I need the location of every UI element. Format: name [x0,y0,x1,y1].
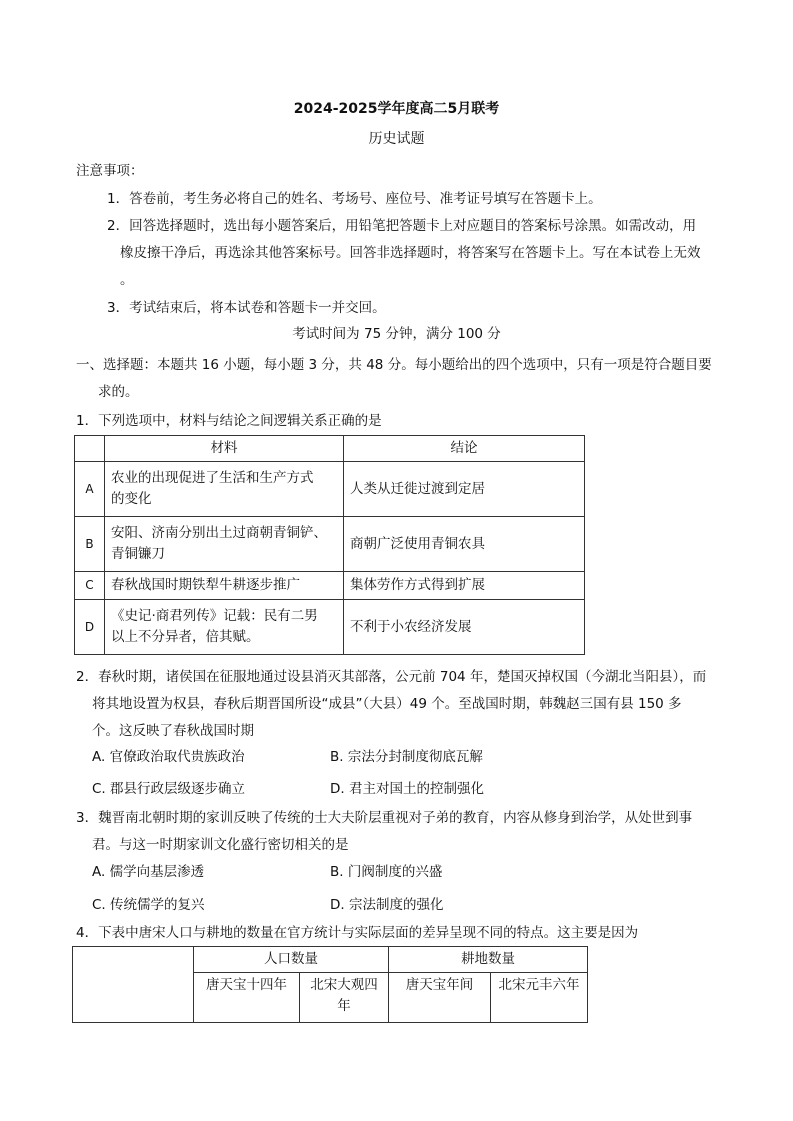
conclusion-cell: 人类从迁徙过渡到定居 [344,462,585,517]
question-3-stem: 3．魏晋南北朝时期的家训反映了传统的士大夫阶层重视对子弟的教育，内容从修身到治学，从处世到事 [76,810,693,826]
table-subheader: 唐天宝十四年 [194,973,300,1023]
question-2-option-c[interactable]: C. 郡县行政层级逐步确立 [92,781,246,797]
question-3-option-b[interactable]: B. 门阀制度的兴盛 [330,864,443,880]
question-2-option-b[interactable]: B. 宗法分封制度彻底瓦解 [330,749,483,765]
question-2-option-d[interactable]: D. 君主对国土的控制强化 [330,781,484,797]
exam-title: 2024-2025学年度高二5月联考 [293,101,500,117]
conclusion-cell: 商朝广泛使用青铜农具 [344,517,585,572]
table-corner [75,436,105,462]
table-header-population: 人口数量 [194,947,389,973]
table-subheader: 唐天宝年间 [389,973,491,1023]
material-cell: 安阳、济南分别出土过商朝青铜铲、 青铜镰刀 [105,517,344,572]
section-heading-cont: 求的。 [98,384,139,400]
question-3-option-a[interactable]: A. 儒学向基层渗透 [92,864,205,880]
notice-heading: 注意事项： [76,163,144,179]
table-header-farmland: 耕地数量 [389,947,588,973]
question-2-option-a[interactable]: A. 官僚政治取代贵族政治 [92,749,245,765]
table-corner [73,947,194,1023]
question-3-stem-cont: 君。与这一时期家训文化盛行密切相关的是 [92,837,349,853]
question-2-stem-end: 个。这反映了春秋战国时期 [92,723,254,739]
option-label: A [75,462,105,517]
question-1-table [74,435,585,655]
table-header-conclusion: 结论 [344,436,585,462]
question-3-option-c[interactable]: C. 传统儒学的复兴 [92,897,205,913]
material-cell: 《史记·商君列传》记载：民有二男 以上不分异者，倍其赋。 [105,600,344,655]
table-subheader: 北宋大观四年 [300,973,389,1023]
notice-item-2-cont: 橡皮擦干净后，再选涂其他答案标号。回答非选择题时，将答案写在答题卡上。写在本试卷上无效 [120,245,701,261]
table-row [75,517,585,572]
table-subheader: 北宋元丰六年 [491,973,588,1023]
table-row [75,572,585,600]
question-2-stem: 2．春秋时期，诸侯国在征服地通过设县消灭其部落，公元前 704 年，楚国灭掉权国（今湖北当阳县），而 [76,669,707,685]
exam-subtitle: 历史试题 [368,131,425,147]
table-header-material: 材料 [105,436,344,462]
conclusion-cell: 不利于小农经济发展 [344,600,585,655]
option-label: C [75,572,105,600]
exam-time: 考试时间为 75 分钟，满分 100 分 [292,326,501,342]
material-cell: 春秋战国时期铁犁牛耕逐步推广 [105,572,344,600]
notice-item-1: 1．答卷前，考生务必将自己的姓名、考场号、座位号、准考证号填写在答题卡上。 [107,191,602,207]
question-3-option-d[interactable]: D. 宗法制度的强化 [330,897,444,913]
question-4-stem: 4．下表中唐宋人口与耕地的数量在官方统计与实际层面的差异呈现不同的特点。这主要是因为 [76,925,639,941]
section-heading: 一、选择题：本题共 16 小题，每小题 3 分，共 48 分。每小题给出的四个选项中，只有一项是符合题目要 [76,357,712,373]
notice-item-2-end: 。 [120,272,134,288]
question-2-stem-cont: 将其地设置为权县，春秋后期晋国所设“成县”（大县）49 个。至战国时期，韩魏赵三国有县 150 多 [92,696,682,712]
option-label: B [75,517,105,572]
table-row [75,600,585,655]
material-cell: 农业的出现促进了生活和生产方式 的变化 [105,462,344,517]
question-4-table [72,946,588,1023]
question-1-stem: 1．下列选项中，材料与结论之间逻辑关系正确的是 [76,413,382,429]
notice-item-3: 3．考试结束后，将本试卷和答题卡一并交回。 [107,300,386,316]
option-label: D [75,600,105,655]
conclusion-cell: 集体劳作方式得到扩展 [344,572,585,600]
notice-item-2: 2．回答选择题时，选出每小题答案后，用铅笔把答题卡上对应题目的答案标号涂黑。如需改动，用 [107,218,697,234]
table-row [75,462,585,517]
